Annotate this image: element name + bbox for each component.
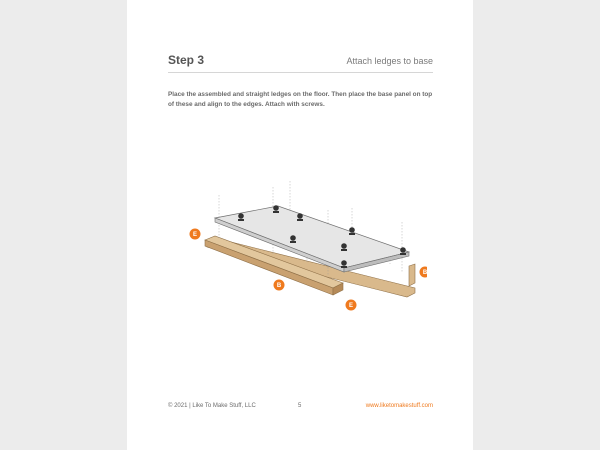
callout-e-bottom bbox=[346, 300, 357, 311]
step-title: Step 3 bbox=[168, 53, 205, 67]
callout-label: E bbox=[192, 232, 198, 238]
document-page bbox=[127, 0, 473, 450]
callout-label: B bbox=[422, 270, 427, 276]
callout-b-right bbox=[420, 267, 428, 278]
header-divider bbox=[168, 72, 433, 73]
right-ledge bbox=[409, 264, 415, 286]
footer-website-link[interactable]: www.liketomakestuff.com bbox=[365, 403, 433, 409]
callout-label: B bbox=[276, 283, 282, 289]
assembly-diagram bbox=[187, 180, 427, 325]
footer-page-number: 5 bbox=[298, 403, 302, 409]
footer-copyright: © 2021 | Like To Make Stuff, LLC bbox=[168, 403, 256, 409]
step-subtitle: Attach ledges to base bbox=[346, 56, 433, 66]
callout-e-left bbox=[190, 229, 201, 240]
instruction-text: Place the assembled and straight ledges on the floor. Then place the base panel on top of these and align to the edges. Attach with screws. bbox=[168, 91, 433, 108]
callout-label: E bbox=[348, 303, 354, 309]
callout-b-front bbox=[274, 280, 285, 291]
